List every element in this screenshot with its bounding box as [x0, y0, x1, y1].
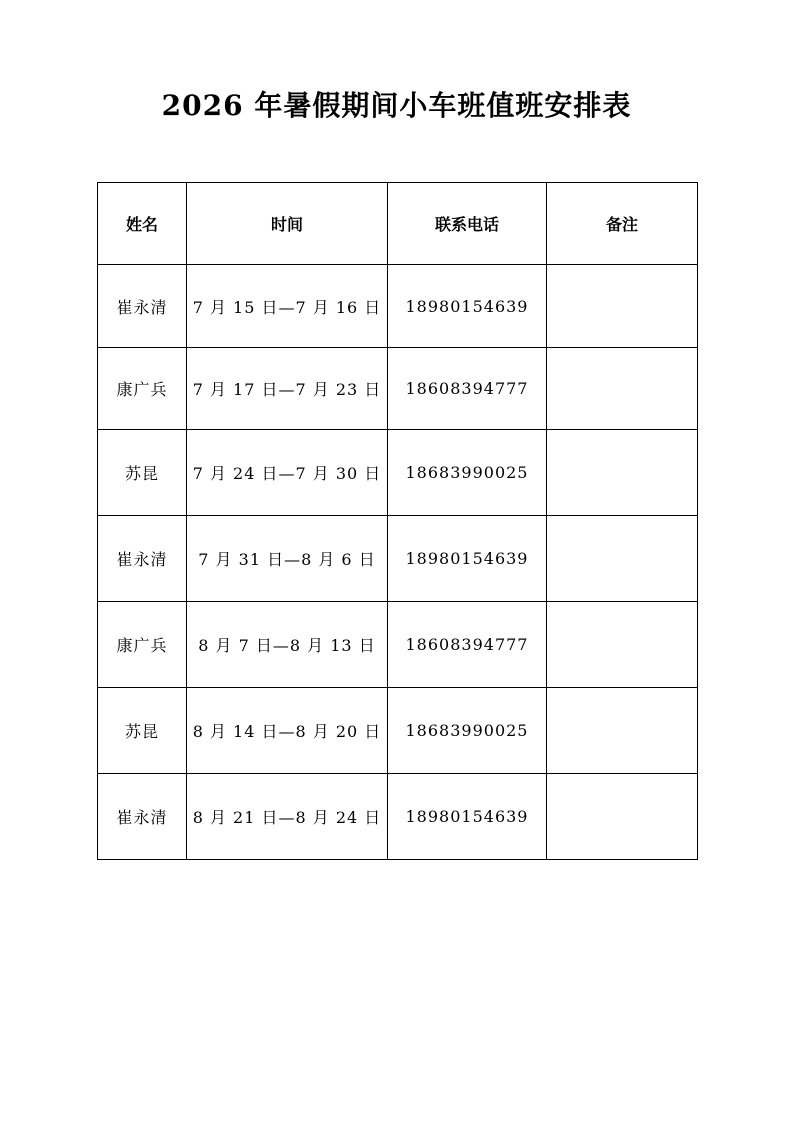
header-phone: 联系电话: [388, 183, 547, 265]
cell-time: 7 月 17 日—7 月 23 日: [187, 348, 388, 430]
cell-note: [547, 430, 698, 516]
table-row: [98, 602, 698, 688]
cell-name: 崔永清: [98, 774, 187, 860]
cell-note: [547, 348, 698, 430]
cell-time: 7 月 31 日—8 月 6 日: [187, 516, 388, 602]
table-row: [98, 348, 698, 430]
cell-time: 7 月 15 日—7 月 16 日: [187, 265, 388, 348]
cell-note: [547, 602, 698, 688]
cell-note: [547, 774, 698, 860]
table-row: [98, 430, 698, 516]
cell-time: 8 月 21 日—8 月 24 日: [187, 774, 388, 860]
table-row: [98, 688, 698, 774]
page-title: 2026 年暑假期间小车班值班安排表: [161, 89, 632, 122]
cell-phone: 18683990025: [388, 688, 547, 774]
table-row: [98, 516, 698, 602]
cell-time: 8 月 7 日—8 月 13 日: [187, 602, 388, 688]
cell-name: 崔永清: [98, 265, 187, 348]
duty-schedule-table: [97, 182, 698, 860]
cell-note: [547, 688, 698, 774]
cell-name: 苏昆: [98, 430, 187, 516]
cell-name: 苏昆: [98, 688, 187, 774]
table-row: [98, 265, 698, 348]
cell-note: [547, 265, 698, 348]
header-note: 备注: [547, 183, 698, 265]
cell-phone: 18683990025: [388, 430, 547, 516]
cell-name: 康广兵: [98, 602, 187, 688]
cell-phone: 18980154639: [388, 265, 547, 348]
cell-time: 8 月 14 日—8 月 20 日: [187, 688, 388, 774]
header-time: 时间: [187, 183, 388, 265]
cell-phone: 18980154639: [388, 774, 547, 860]
cell-phone: 18608394777: [388, 348, 547, 430]
cell-time: 7 月 24 日—7 月 30 日: [187, 430, 388, 516]
cell-name: 崔永清: [98, 516, 187, 602]
cell-phone: 18608394777: [388, 602, 547, 688]
cell-phone: 18980154639: [388, 516, 547, 602]
table-row: [98, 774, 698, 860]
header-name: 姓名: [98, 183, 187, 265]
cell-name: 康广兵: [98, 348, 187, 430]
cell-note: [547, 516, 698, 602]
table-header-row: [98, 183, 698, 265]
